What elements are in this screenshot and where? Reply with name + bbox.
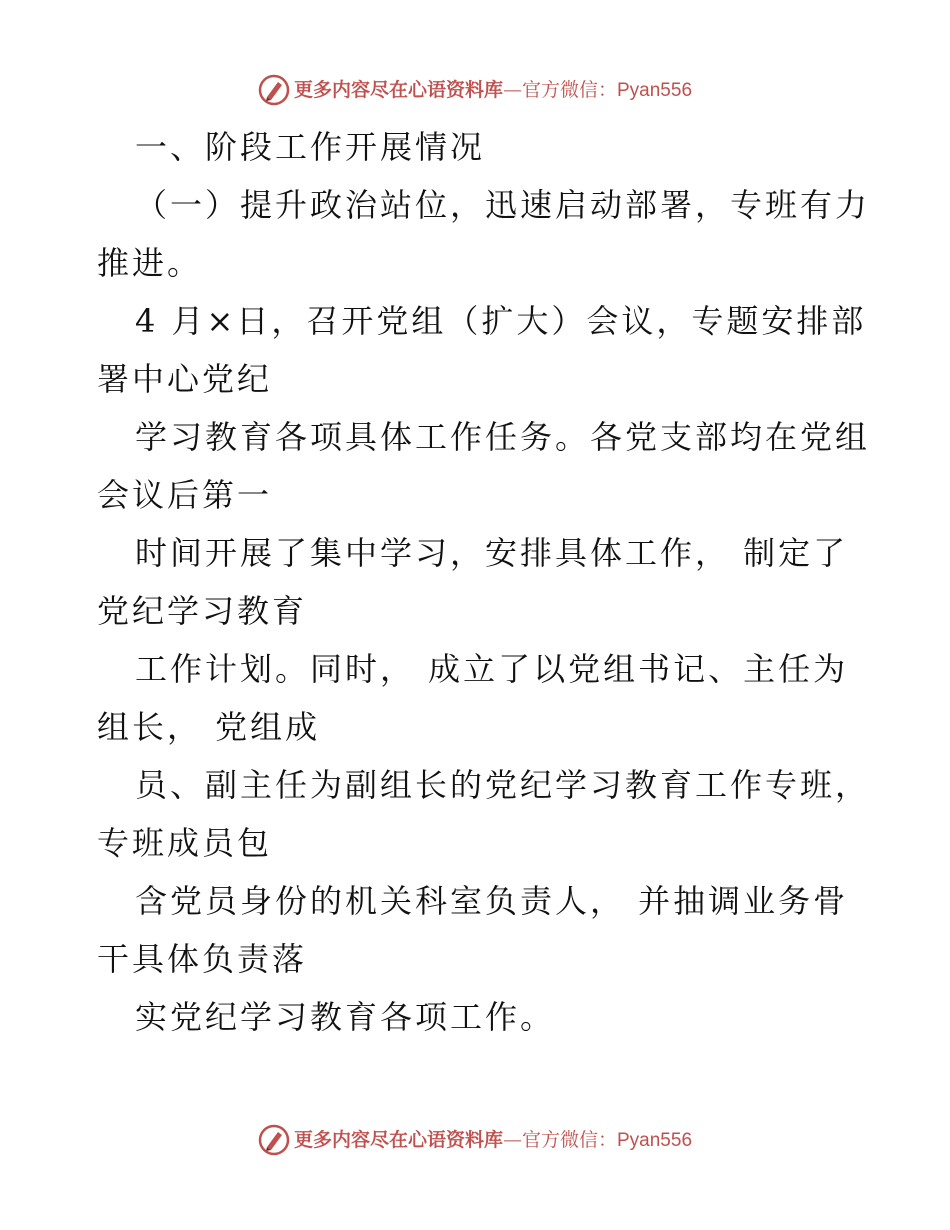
paragraph-line: 时间开展了集中学习，安排具体工作， 制定了 [135,534,849,572]
header-watermark-banner [0,70,950,110]
document-body [97,118,871,1046]
paragraph-line: 干具体负责落 [97,940,308,978]
banner-main-text: 更多内容尽在心语资料库 [293,78,503,101]
subsection-heading: （一）提升政治站位，迅速启动部署，专班有力 [135,186,871,224]
paragraph-line: 党纪学习教育 [97,592,308,630]
section-heading: 一、阶段工作开展情况 [135,128,486,166]
pen-logo-icon [258,74,290,106]
paragraph-line: 含党员身份的机关科室负责人， 并抽调业务骨 [135,882,849,920]
paragraph-line: 工作计划。同时， 成立了以党组书记、主任为 [135,650,849,688]
banner-wechat-id: Pyan556 [617,79,693,101]
banner-sub-text: 官方微信： [521,78,617,101]
paragraph-line: 会议后第一 [97,476,273,514]
pen-logo-icon [258,1124,290,1156]
paragraph-line: 学习教育各项具体工作任务。各党支部均在党组 [135,418,871,456]
paragraph-line: 4 月×日，召开党组（扩大）会议，专题安排部 [135,302,867,340]
paragraph-line: 组长， 党组成 [97,708,321,746]
banner-wechat-id: Pyan556 [617,1129,693,1151]
paragraph-line: 专班成员包 [97,824,273,862]
banner-sub-text: 官方微信： [521,1128,617,1151]
banner-dash: — [502,78,522,101]
subsection-heading-cont: 推进。 [97,244,203,282]
paragraph-line: 署中心党纪 [97,360,273,398]
banner-dash: — [502,1128,522,1151]
footer-watermark-banner [0,1120,950,1160]
paragraph-line: 员、副主任为副组长的党纪学习教育工作专班， [135,766,871,804]
paragraph-line: 实党纪学习教育各项工作。 [135,998,556,1036]
banner-main-text: 更多内容尽在心语资料库 [293,1128,503,1151]
